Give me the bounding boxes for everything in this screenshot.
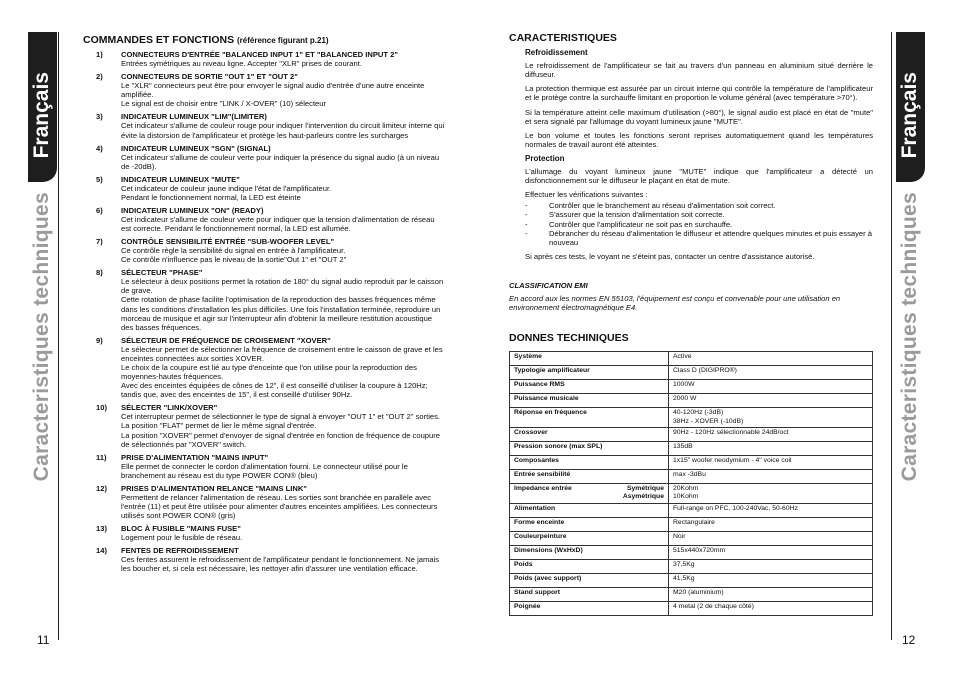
list-item — [83, 403, 445, 448]
spec-key — [510, 484, 669, 504]
spec-value: 515x440x720mm — [669, 545, 873, 559]
right-divider — [891, 32, 892, 640]
item-number: 8) — [96, 268, 103, 278]
verification-item — [525, 210, 873, 219]
item-body — [121, 50, 445, 68]
table-row — [510, 601, 873, 615]
table-row — [510, 484, 873, 504]
item-text: Entrées symétriques au niveau ligne. Accepter "XLR" prises de courant. — [121, 59, 362, 69]
item-text: Ce contrôle règle la sensibilité du signal en entrée à l'amplificateur. — [121, 246, 346, 256]
characteristics-title: CARACTERISTIQUES — [509, 32, 617, 44]
item-title: CONTRÔLE SENSIBILITÉ ENTRÉE "SUB-WOOFER LEVEL" — [121, 237, 335, 247]
item-text: Cet indicateur s'allume de couleur verte pour indiquer que la tension d'alimentation de réseau est correcte. Pendant le fonctionnement normal, la LED est allumée. — [121, 214, 435, 234]
table-row — [510, 531, 873, 545]
verification-text: Contrôler que le branchement au réseau d'alimentation soit correct. — [549, 201, 776, 211]
table-row — [510, 352, 873, 366]
spec-key: Forme enceinte — [510, 517, 669, 531]
list-item — [83, 112, 445, 139]
verification-item — [525, 229, 873, 247]
spec-key: Poids — [510, 559, 669, 573]
spec-key-wrap — [514, 485, 664, 502]
spec-value: Noir — [669, 531, 873, 545]
bullet-dash: - — [525, 219, 528, 229]
table-row — [510, 428, 873, 442]
item-body — [121, 175, 445, 202]
list-item — [83, 206, 445, 233]
spec-key: Composantes — [510, 456, 669, 470]
table-row — [510, 442, 873, 456]
spec-key: Stand support — [510, 587, 669, 601]
spec-value: 20Kohm 10Kohm — [669, 484, 873, 504]
item-text: Le "XLR" connecteurs peut être pour envoyer le signal audio d'entrée d'une autre enceinte amplifiée. — [121, 81, 425, 100]
item-text: Le sélecteur à deux positions permet la rotation de 180° du signal audio reproduit par le caisson de grave. — [121, 277, 444, 296]
spec-value: Full-range on PFC, 100-240Vac, 50-60Hz — [669, 503, 873, 517]
item-number: 14) — [96, 546, 107, 556]
spec-key: Puissance musicale — [510, 394, 669, 408]
emi-text: En accord aux les normes EN 55103, l'équipement est conçu et convenable pour une utilisation en environnement électromagnétique E4. — [509, 293, 841, 313]
item-number: 3) — [96, 112, 103, 122]
verification-list — [509, 201, 873, 246]
list-item — [83, 50, 445, 68]
item-number: 2) — [96, 72, 103, 82]
side-tab-right — [896, 32, 925, 632]
cooling-paragraph: La protection thermique est assurée par un circuit interne qui contrôle la température de l'amplificateur et le protège contre la surchauffe limitant en proportion le volume général (avec température >70°). — [525, 84, 873, 103]
table-row — [510, 456, 873, 470]
spec-value: 90Hz - 120Hz sélectionnable 24dB/oct — [669, 428, 873, 442]
item-number: 12) — [96, 483, 107, 493]
item-text: Logement pour le fusible de réseau. — [121, 533, 243, 543]
characteristics-section — [509, 34, 873, 616]
spec-value: 40-120Hz (-3dB) 38Hz - XOVER (-10dB) — [669, 408, 873, 428]
bullet-dash: - — [525, 228, 528, 238]
list-item — [83, 268, 445, 332]
item-body — [121, 268, 445, 332]
item-number: 9) — [96, 335, 103, 345]
item-body — [121, 453, 445, 480]
item-text: Cette rotation de phase facilite l'optimisation de la reproduction des basses fréquences même dans les conditions d'installation les plus difficiles. Une fois l'installation terminée, reproduire un morceau de musique et agir sur l'interrupteur afin d'obtenir la meilleure restitution acoustique des basses fréquences. — [121, 295, 441, 332]
cooling-paragraph: Si la température atteint celle maximum d'utilisation (>80°), le signal audio est placé en état de "mute" et sera signalé par l'allumage du voyant lumineux jaune "MUTE". — [525, 107, 873, 126]
controls-section — [83, 34, 445, 577]
section-title-text: COMMANDES ET FONCTIONS — [83, 34, 235, 46]
list-item — [83, 524, 445, 542]
spec-value: 1x15" woofer neodymium - 4" voice coil — [669, 456, 873, 470]
item-number: 5) — [96, 174, 103, 184]
item-title: PRISES D'ALIMENTATION RELANCE "MAINS LINK" — [121, 483, 307, 493]
item-number: 7) — [96, 237, 103, 247]
item-title: BLOC À FUSIBLE "MAINS FUSE" — [121, 524, 241, 534]
verification-text: Débrancher du réseau d'alimentation le diffuseur et attendre quelques minutes et puis essayer à nouveau — [549, 228, 872, 247]
list-item — [83, 72, 445, 108]
spec-key: Poids (avec support) — [510, 573, 669, 587]
spec-key: Entrée sensibilité — [510, 470, 669, 484]
spec-key: Réponse en fréquence — [510, 408, 669, 428]
list-item — [83, 175, 445, 202]
spec-value: 37,5Kg — [669, 559, 873, 573]
item-text: Cet interrupteur permet de sélectionner le type de signal à envoyer "OUT 1" et "OUT 2" sorties. — [121, 412, 441, 422]
item-number: 13) — [96, 524, 107, 534]
item-title: SÉLECTER "LINK/XOVER" — [121, 403, 218, 413]
item-body — [121, 112, 445, 139]
table-row — [510, 559, 873, 573]
table-row — [510, 408, 873, 428]
spec-value: 135dB — [669, 442, 873, 456]
item-number: 4) — [96, 143, 103, 153]
section-label: Caracteristiques techniques — [30, 192, 53, 482]
list-item — [83, 484, 445, 520]
spec-key-label: Impedance entrée — [514, 485, 572, 493]
controls-list — [83, 50, 445, 573]
item-text: Avec des enceintes équipées de cônes de 12", il est conseillé d'utiliser la coupure à 120Hz; tandis que, avec des enceintes de 15", il est conseillé d'utiliser 90Hz. — [121, 381, 428, 400]
verification-item — [525, 220, 873, 229]
spec-value: max -3dBu — [669, 470, 873, 484]
item-text: Cet indicateur de couleur jaune indique l'état de l'amplificateur. — [121, 183, 332, 193]
item-title: SÉLECTEUR DE FRÉQUENCE DE CROISEMENT "XOVER" — [121, 335, 331, 345]
item-body — [121, 524, 445, 542]
emi-title: CLASSIFICATION EMI — [509, 280, 588, 290]
table-row — [510, 470, 873, 484]
protection-title: Protection — [525, 153, 565, 163]
spec-value: 1000W — [669, 380, 873, 394]
item-body — [121, 546, 445, 573]
table-row — [510, 573, 873, 587]
item-number: 11) — [96, 452, 107, 462]
page-number-left: 11 — [37, 633, 50, 647]
tech-data-table — [509, 351, 873, 616]
spec-key: Poignée — [510, 601, 669, 615]
list-item — [83, 237, 445, 264]
item-text: Cet indicateur s'allume de couleur verte pour indiquer la présence du signal audio (à un niveau de -20dB). — [121, 152, 440, 171]
spec-key: Pression sonore (max SPL) — [510, 442, 669, 456]
item-title: CONNECTEURS D'ENTRÉE "BALANCED INPUT 1" ET "BALANCED INPUT 2" — [121, 50, 398, 59]
cooling-paragraph: Le bon volume et toutes les fonctions seront reprises automatiquement quand les températures normales de travail auront été atteintes. — [525, 130, 873, 149]
spec-key-sub: Symétrique Asymétrique — [622, 485, 664, 501]
language-label: Français — [898, 72, 921, 159]
spec-key: Puissance RMS — [510, 380, 669, 394]
section-title-ref: (référence figurant p.21) — [237, 36, 329, 45]
verification-text: Contrôler que l'amplificateur ne soit pas en surchauffe. — [549, 219, 733, 229]
list-item — [83, 546, 445, 573]
item-title: SÉLECTEUR "PHASE" — [121, 268, 203, 278]
cooling-paragraph: Le refroidissement de l'amplificateur se fait au travers d'un panneau en aluminium situé derrière le diffuseur. — [525, 61, 873, 80]
item-text: La position "XOVER" permet d'envoyer de signal d'entrée en fonction de fréquence de coupure de sélectionnés par "XOVER" switch. — [121, 430, 440, 449]
list-item — [83, 336, 445, 400]
item-title: PRISE D'ALIMENTATION "MAINS INPUT" — [121, 452, 269, 462]
spec-value: 2000 W — [669, 394, 873, 408]
spec-key: Couleurpeinture — [510, 531, 669, 545]
item-body — [121, 206, 445, 233]
table-row — [510, 366, 873, 380]
item-number: 6) — [96, 205, 103, 215]
spec-key: Typologie amplificateur — [510, 366, 669, 380]
item-text: Elle permet de connecter le cordon d'alimentation fourni. Le connecteur utilisé pour le branchement au réseau est du type POWER CON® (bleu) — [121, 461, 408, 480]
table-row — [510, 545, 873, 559]
item-text: Pendant le fonctionnement normal, la LED est éteinte — [121, 192, 301, 202]
table-row — [510, 517, 873, 531]
item-number: 1) — [96, 50, 103, 59]
item-title: INDICATEUR LUMINEUX "MUTE" — [121, 174, 240, 184]
spec-value: 41,5Kg — [669, 573, 873, 587]
item-title: INDICATEUR LUMINEUX "SGN" (SIGNAL) — [121, 143, 271, 153]
item-number: 10) — [96, 403, 107, 413]
item-text: Cet indicateur s'allume de couleur rouge pour indiquer l'intervention du circuit limiteur interne qui évite la distorsion de l'amplificateur et protège les haut-parleurs contre les surcharges — [121, 121, 445, 140]
page-number-right: 12 — [902, 633, 916, 647]
table-row — [510, 587, 873, 601]
item-text: Ces fentes assurent le refroidissement de l'amplificateur pendant le fonctionnement. Ne jamais les boucher et, si cela est nécessaire, les nettoyer afin d'assurer une ventilation efficace. — [121, 555, 440, 574]
verification-item — [525, 201, 873, 210]
spec-key: Crossover — [510, 428, 669, 442]
item-text: La position "FLAT" permet de lier le même signal d'entrée. — [121, 421, 317, 431]
item-title: CONNECTEURS DE SORTIE "OUT 1" ET "OUT 2" — [121, 72, 298, 82]
section-label: Caracteristiques techniques — [898, 192, 921, 482]
left-divider — [58, 32, 59, 640]
item-body — [121, 237, 445, 264]
cooling-paragraphs — [509, 61, 873, 149]
item-body — [121, 336, 445, 400]
spec-key: Alimentation — [510, 503, 669, 517]
spec-key: Dimensions (WxHxD) — [510, 545, 669, 559]
table-row — [510, 503, 873, 517]
language-label: Français — [30, 72, 53, 159]
item-text: Permettent de relancer l'alimentation de réseau. Les sorties sont branchée en parallèle avec l'entrée (11) et peut être utilisée pour alimenter d'autres enceintes amplifiées. Les connecteurs utilisés sont POWER CON® (gris) — [121, 492, 438, 521]
item-text: Le signal est de choisir entre "LINK / X-OVER" (10) sélecteur — [121, 99, 327, 109]
spec-value: Active — [669, 352, 873, 366]
bullet-dash: - — [525, 201, 528, 211]
spec-key: Système — [510, 352, 669, 366]
list-item — [83, 144, 445, 171]
item-title: INDICATEUR LUMINEUX "LIM"(LIMITER) — [121, 112, 267, 122]
table-row — [510, 380, 873, 394]
spec-value: Class D (DIGIPRO®) — [669, 366, 873, 380]
tech-data-title: DONNES TECHINIQUES — [509, 332, 629, 345]
item-body — [121, 403, 445, 448]
item-body — [121, 72, 445, 108]
spec-value: 4 metal (2 de chaque côté) — [669, 601, 873, 615]
protection-paragraph: L'allumage du voyant lumineux jaune "MUTE" indique que l'amplificateur a détecté un disfonctionnement sur le diffuseur le plaçant en état de mute. — [525, 167, 873, 186]
item-text: Ce contrôle n'influence pas le niveau de la sortie"Out 1" et "OUT 2" — [121, 255, 347, 265]
spec-value: M20 (aluminium) — [669, 587, 873, 601]
item-body — [121, 484, 445, 520]
verification-text: S'assurer que la tension d'alimentation soit correcte. — [549, 210, 725, 220]
item-text: Le sélecteur permet de sélectionner la fréquence de croisement entre le caisson de grave et les enceintes connectées aux sorties XOVER. — [121, 344, 443, 363]
item-text: Le choix de la coupure est lié au type d'enceinte que l'on utilise pour la reproduction des moyennes-hautes fréquences. — [121, 363, 417, 382]
cooling-title: Refroidissement — [525, 48, 588, 58]
item-title: INDICATEUR LUMINEUX "ON" (READY) — [121, 205, 264, 215]
list-item — [83, 453, 445, 480]
bullet-dash: - — [525, 210, 528, 220]
spec-value: Rectangulaire — [669, 517, 873, 531]
item-title: FENTES DE REFROIDISSEMENT — [121, 546, 239, 556]
side-tab-left — [28, 32, 57, 632]
table-row — [510, 394, 873, 408]
item-body — [121, 144, 445, 171]
section-title — [83, 34, 445, 46]
after-tests-text: Si après ces tests, le voyant ne s'éteint pas, contacter un centre d'assistance autorisé. — [525, 251, 815, 261]
verification-intro: Effectuer les vérifications suivantes : — [525, 190, 648, 200]
